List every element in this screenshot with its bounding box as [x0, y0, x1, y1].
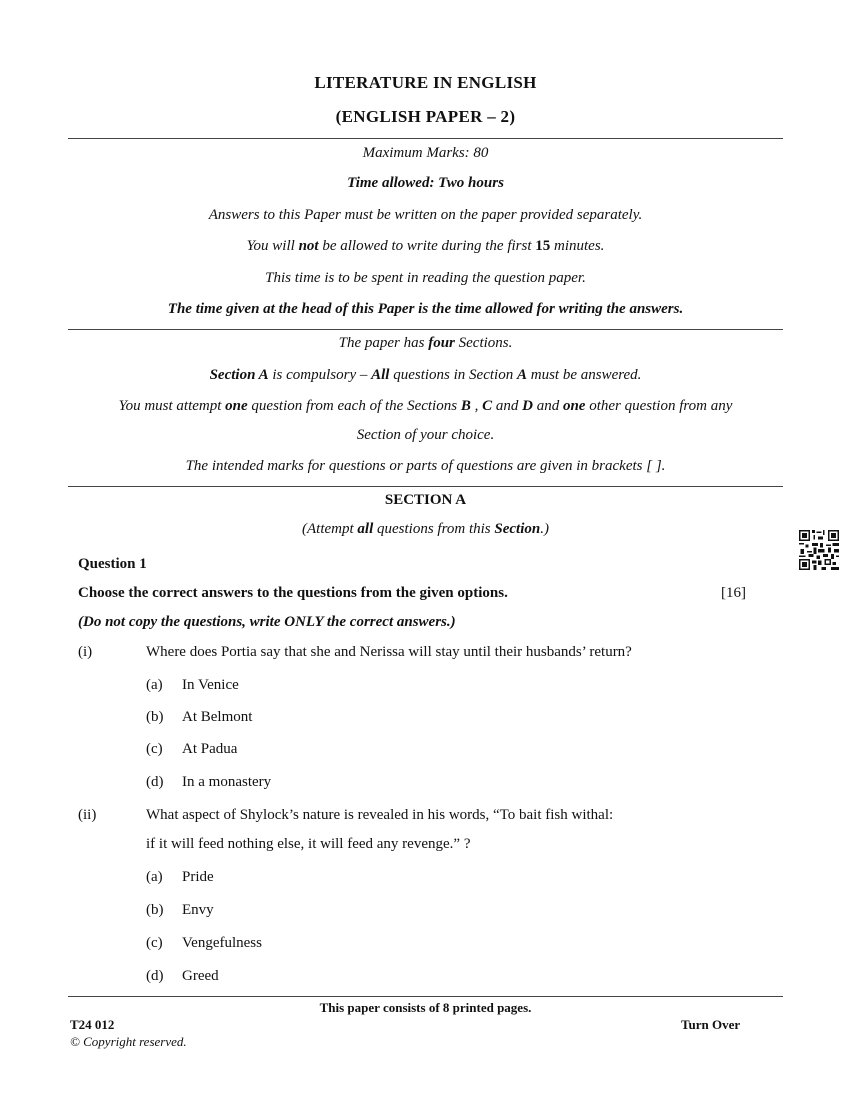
option-label: (d)	[146, 968, 164, 984]
turn-over: Turn Over	[681, 1017, 741, 1032]
option-label: (a)	[146, 677, 163, 693]
sections-count: The paper has four Sections.	[338, 335, 513, 351]
instruction-line-3: This time is to be spent in reading the question paper.	[265, 270, 586, 286]
part-number: (i)	[78, 644, 93, 660]
page-count: This paper consists of 8 printed pages.	[319, 1000, 532, 1015]
section-heading: SECTION A	[384, 492, 467, 508]
option-label: (c)	[146, 935, 163, 951]
option-text: At Padua	[182, 741, 238, 757]
attempt-note-line-2: Section of your choice.	[356, 427, 495, 443]
instruction-line-2: You will not be allowed to write during the first 15 minutes.	[246, 238, 605, 254]
attempt-note: You must attempt one question from each of the Sections B , C and D and one other question from any	[118, 398, 733, 414]
compulsory-note: Section A is compulsory – All questions in Section A must be answered.	[209, 367, 642, 383]
max-marks: Maximum Marks: 80	[362, 145, 489, 161]
option-text: In a monastery	[182, 774, 272, 790]
option-label: (d)	[146, 774, 164, 790]
marks-note: The intended marks for questions or parts of questions are given in brackets [ ].	[185, 458, 666, 474]
option-label: (b)	[146, 902, 164, 918]
option-label: (b)	[146, 709, 164, 725]
part-stem: What aspect of Shylock’s nature is revealed in his words, “To bait fish withal:	[146, 807, 614, 823]
question-note: (Do not copy the questions, write ONLY the correct answers.)	[78, 614, 456, 630]
footer-divider	[68, 996, 783, 997]
question-instruction: Choose the correct answers to the questions from the given options.	[78, 585, 508, 601]
question-marks: [16]	[721, 585, 746, 601]
section-note: (Attempt all questions from this Section.)	[302, 521, 549, 537]
instruction-line-1: Answers to this Paper must be written on the paper provided separately.	[208, 207, 643, 223]
question-label: Question 1	[78, 556, 147, 572]
paper-code: T24 012	[70, 1017, 115, 1032]
paper-title: LITERATURE IN ENGLISH	[314, 73, 537, 92]
divider	[68, 486, 783, 487]
paper-subtitle: (ENGLISH PAPER – 2)	[335, 107, 516, 126]
option-text: In Venice	[182, 677, 239, 693]
divider	[68, 329, 783, 330]
option-text: Envy	[182, 902, 214, 918]
copyright: © Copyright reserved.	[70, 1034, 187, 1049]
part-stem-line-2: if it will feed nothing else, it will feed any revenge.” ?	[146, 836, 471, 852]
instruction-line-4: The time given at the head of this Paper is the time allowed for writing the answers.	[167, 301, 684, 317]
option-text: At Belmont	[182, 709, 253, 725]
option-text: Pride	[182, 869, 214, 885]
option-text: Vengefulness	[182, 935, 262, 951]
divider	[68, 138, 783, 139]
qr-code-icon	[799, 530, 839, 570]
part-stem: Where does Portia say that she and Nerissa will stay until their husbands’ return?	[146, 644, 632, 660]
time-allowed: Time allowed: Two hours	[347, 175, 504, 191]
option-label: (a)	[146, 869, 163, 885]
part-number: (ii)	[78, 807, 97, 823]
option-text: Greed	[182, 968, 219, 984]
option-label: (c)	[146, 741, 163, 757]
